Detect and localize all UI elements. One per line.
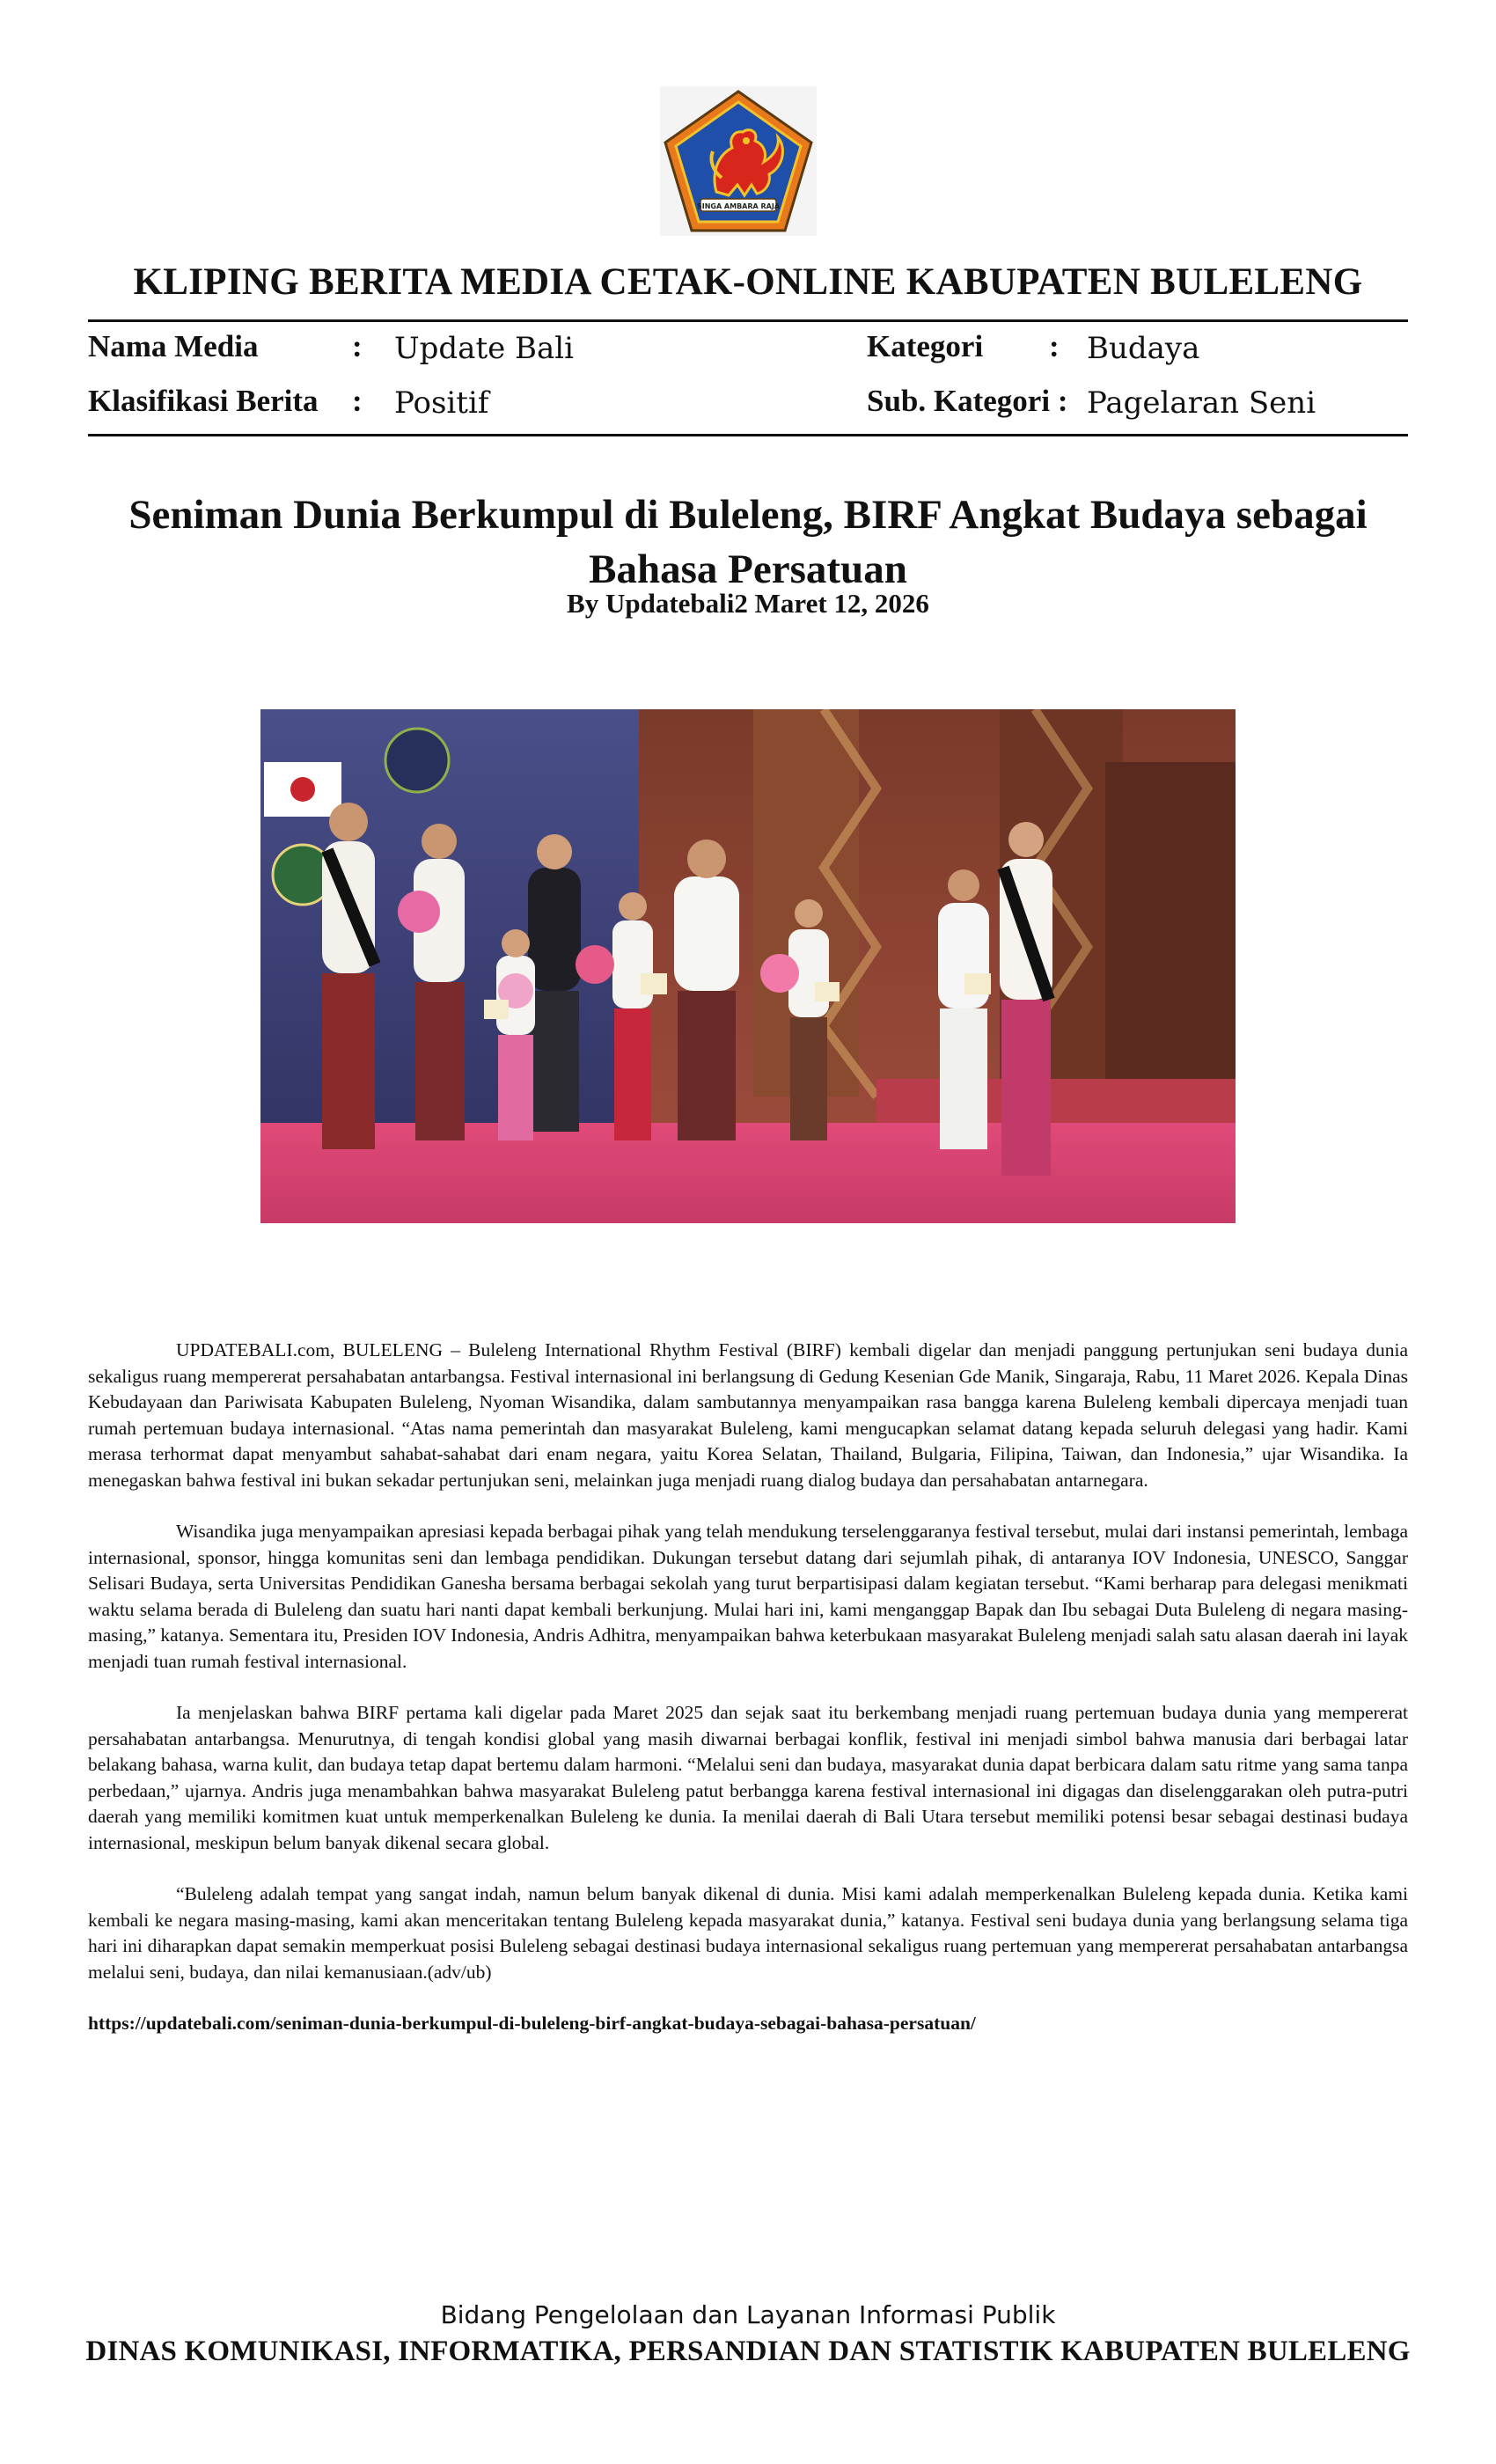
headline-line-1: Seniman Dunia Berkumpul di Buleleng, BIRF Angkat Budaya sebagai bbox=[128, 492, 1368, 538]
article-paragraph-2: Wisandika juga menyampaikan apresiasi kepada berbagai pihak yang telah mendukung terselenggaranya festival tersebut, mulai dari instansi pemerintah, lembaga internasional, sponsor, hingga komunitas seni dan lembaga pendidikan. Dukungan tersebut datang dari sejumlah pihak, di antaranya IOV Indonesia, UNESCO, Sanggar Selisari Budaya, serta Universitas Pendidikan Ganesha bersama berbagai sekolah yang turut berpartisipasi dalam kegiatan tersebut. “Kami berharap para delegasi menikmati waktu selama berada di Buleleng dan suatu hari nanti dapat kembali berkunjung. Mulai hari ini, kami menganggap Bapak dan Ibu sebagai Duta Buleleng di negara masing-masing,” katanya. Sementara itu, Presiden IOV Indonesia, Andris Adhitra, menyampaikan bahwa keterbukaan masyarakat Buleleng menjadi salah satu alasan daerah ini layak menjadi tuan rumah festival internasional. bbox=[88, 1521, 1408, 1672]
kategori-label: Kategori bbox=[867, 329, 984, 363]
article-body bbox=[88, 1338, 1408, 2063]
article-photo bbox=[260, 709, 1236, 1223]
source-url-link[interactable]: https://updatebali.com/seniman-dunia-berkumpul-di-buleleng-birf-angkat-budaya-sebagai-bahasa-persatuan/ bbox=[88, 2013, 976, 2034]
header-divider-top bbox=[88, 319, 1408, 322]
article-headline bbox=[88, 488, 1408, 597]
subkategori-label: Sub. Kategori : bbox=[867, 384, 1068, 418]
klasifikasi-colon: : bbox=[352, 384, 363, 418]
article-paragraph-1: UPDATEBALI.com, BULELENG – Buleleng International Rhythm Festival (BIRF) kembali digelar dan menjadi panggung pertunjukan seni budaya dunia sekaligus ruang mempererat persahabatan antarbangsa. Festival internasional ini berlangsung di Gedung Kesenian Gde Manik, Singaraja, Rabu, 11 Maret 2026. Kepala Dinas Kebudayaan dan Pariwisata Kabupaten Buleleng, Nyoman Wisandika, dalam sambutannya menyampaikan rasa bangga karena Buleleng kembali dipercaya menjadi tuan rumah pertemuan budaya internasional. “Atas nama pemerintah dan masyarakat Buleleng, kami mengucapkan selamat datang kepada seluruh delegasi yang hadir. Kami merasa terhormat dapat menyambut sahabat-sahabat dari enam negara, yaitu Korea Selatan, Thailand, Bulgaria, Filipina, Taiwan, dan Indonesia,” ujar Wisandika. Ia menegaskan bahwa festival ini bukan sekadar pertunjukan seni, melainkan juga menjadi ruang dialog budaya dan persahabatan antarnegara. bbox=[88, 1339, 1408, 1491]
kategori-value: Budaya bbox=[1087, 331, 1200, 366]
subkategori-value: Pagelaran Seni bbox=[1087, 385, 1316, 421]
footer-agency: DINAS KOMUNIKASI, INFORMATIKA, PERSANDIAN DAN STATISTIK KABUPATEN BULELENG bbox=[85, 2336, 1411, 2367]
klasifikasi-value: Positif bbox=[394, 385, 489, 421]
document-title: KLIPING BERITA MEDIA CETAK-ONLINE KABUPATEN BULELENG bbox=[133, 261, 1363, 303]
media-label: Nama Media bbox=[88, 329, 259, 363]
meta-row-1 bbox=[0, 329, 1496, 373]
article-paragraph-3: Ia menjelaskan bahwa BIRF pertama kali digelar pada Maret 2025 dan sejak saat itu berkembang menjadi ruang pertemuan budaya dunia yang mempererat persahabatan antarbangsa. Menurutnya, di tengah kondisi global yang masih diwarnai berbagai konflik, festival ini menjadi simbol bahwa manusia dari berbagai latar belakang bahasa, warna kulit, dan budaya tetap dapat bertemu dalam harmoni. “Melalui seni dan budaya, masyarakat dunia dapat berbicara dalam satu ritme yang sama tanpa perbedaan,” ujarnya. Andris juga menambahkan bahwa masyarakat Buleleng patut berbangga karena festival internasional ini digagas dan diselenggarakan oleh putra-putri daerah yang memiliki komitmen kuat untuk memperkenalkan Buleleng ke dunia. Ia menilai daerah di Bali Utara tersebut memiliki potensi besar sebagai destinasi budaya internasional, meskipun belum banyak dikenal secara global. bbox=[88, 1702, 1408, 1853]
article-byline: By Updatebali2 Maret 12, 2026 bbox=[567, 588, 929, 619]
klasifikasi-label: Klasifikasi Berita bbox=[88, 384, 319, 418]
kabupaten-buleleng-logo bbox=[660, 86, 817, 236]
footer-division: Bidang Pengelolaan dan Layanan Informasi Publik bbox=[440, 2300, 1056, 2329]
media-colon: : bbox=[352, 329, 363, 363]
logo-motto: SINGA AMBARA RAJA bbox=[696, 202, 781, 210]
article-paragraph-4: “Buleleng adalah tempat yang sangat indah, namun belum banyak dikenal di dunia. Misi kami adalah memperkenalkan Buleleng kepada dunia. Ketika kami kembali ke negara masing-masing, kami akan menceritakan tentang Buleleng kepada masyarakat dunia,” katanya. Festival seni budaya dunia yang berlangsung selama tiga hari ini diharapkan dapat semakin memperkuat posisi Buleleng sebagai destinasi budaya internasional sekaligus ruang pertemuan yang mempererat persahabatan antarbangsa melalui seni, budaya, dan nilai kemanusiaan.(adv/ub) bbox=[88, 1883, 1408, 1983]
headline-line-2: Bahasa Persatuan bbox=[589, 546, 907, 592]
meta-row-2 bbox=[0, 384, 1496, 428]
media-value: Update Bali bbox=[394, 331, 575, 366]
header-divider-bottom bbox=[88, 434, 1408, 436]
kategori-colon: : bbox=[1049, 329, 1060, 363]
